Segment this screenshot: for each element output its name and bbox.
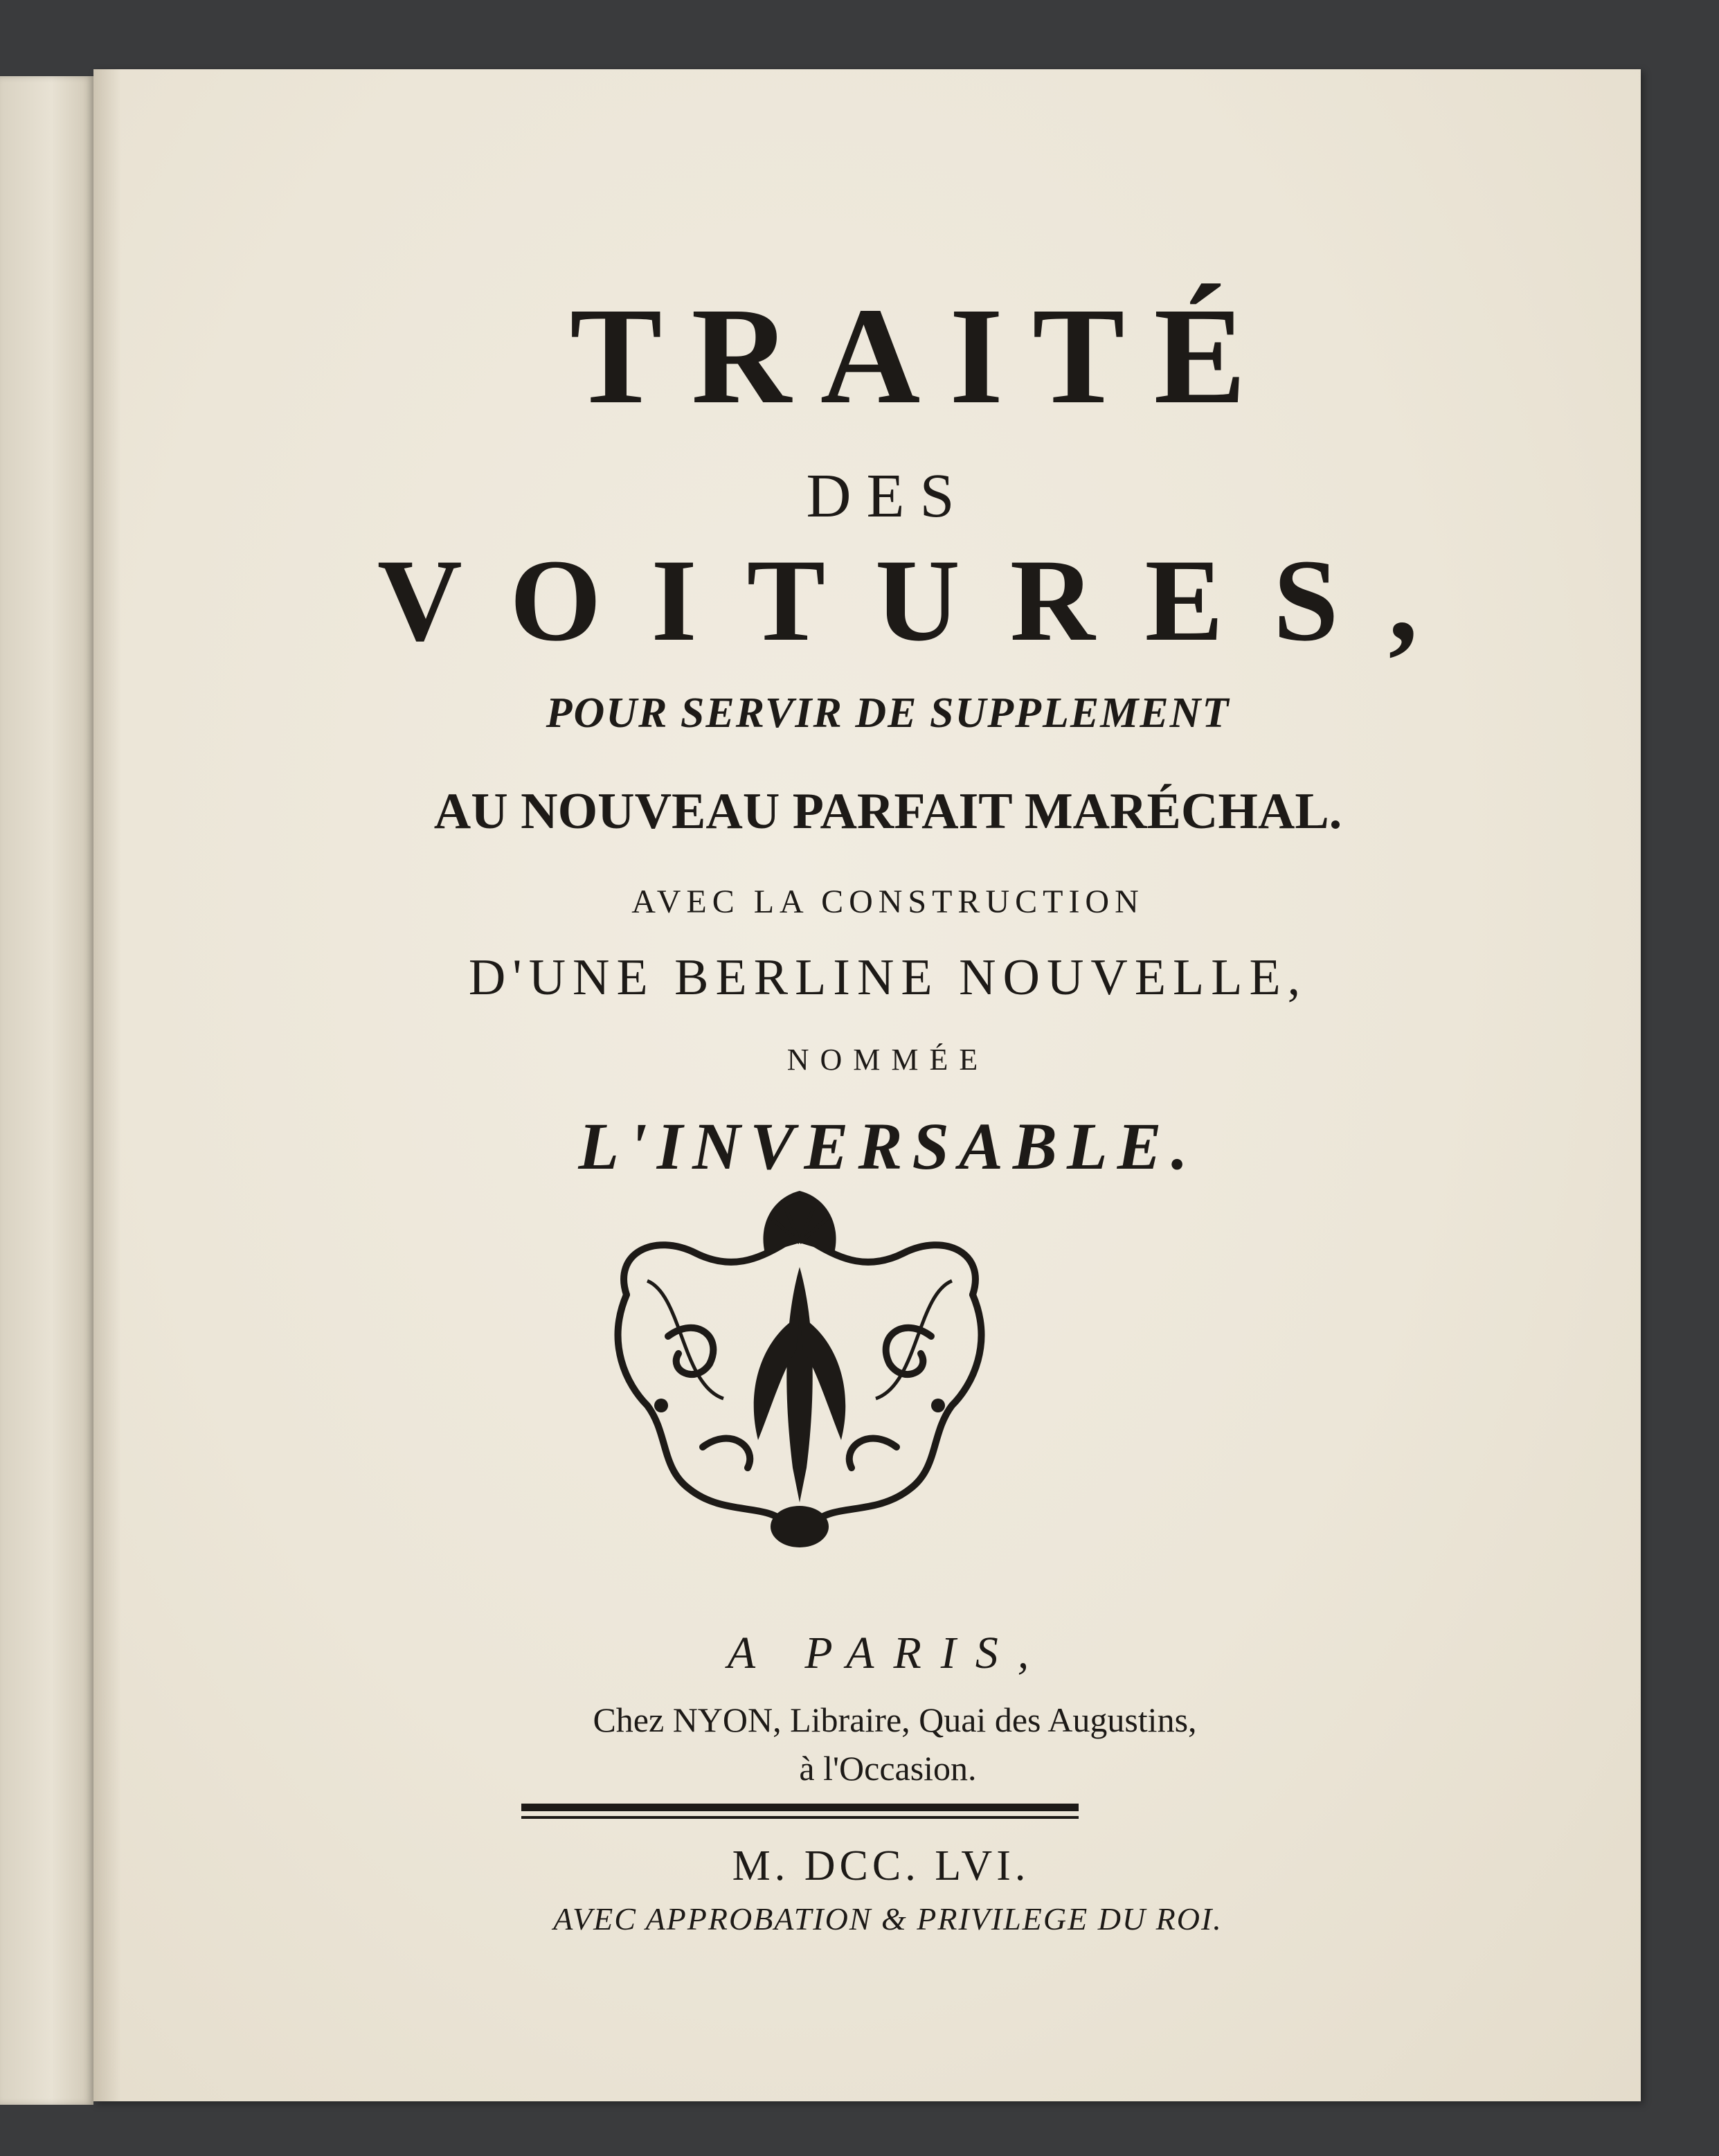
title-line-des: DES [806,462,970,530]
imprint-approbation: AVEC APPROBATION & PRIVILEGE DU ROI. [553,1901,1223,1937]
title-page [93,69,1641,2101]
subtitle-italic-line: POUR SERVIR DE SUPPLEMENT [546,690,1230,737]
title-line-traite: TRAITÉ [570,280,1275,433]
page-gutter-shadow [93,69,121,2101]
title-line-voitures: VOITURES, [377,535,1468,665]
facing-page-edge [0,76,93,2105]
imprint-year: M. DCC. LVI. [732,1842,1030,1889]
imprint-publisher: Chez NYON, Libraire, Quai des Augustins, [593,1700,1197,1739]
inversable-line: L'INVERSABLE. [578,1109,1198,1183]
nommee-line: NOMMÉE [786,1043,989,1077]
berline-line: D'UNE BERLINE NOUVELLE, [468,949,1308,1006]
subtitle-bold-line: AU NOUVEAU PARFAIT MARÉCHAL. [433,783,1342,840]
imprint-city: A PARIS, [727,1628,1049,1678]
construction-line: AVEC LA CONSTRUCTION [631,883,1144,920]
printers-ornament [585,1177,1014,1565]
double-rule-divider [521,1804,1079,1822]
imprint-place: à l'Occasion. [799,1749,977,1788]
